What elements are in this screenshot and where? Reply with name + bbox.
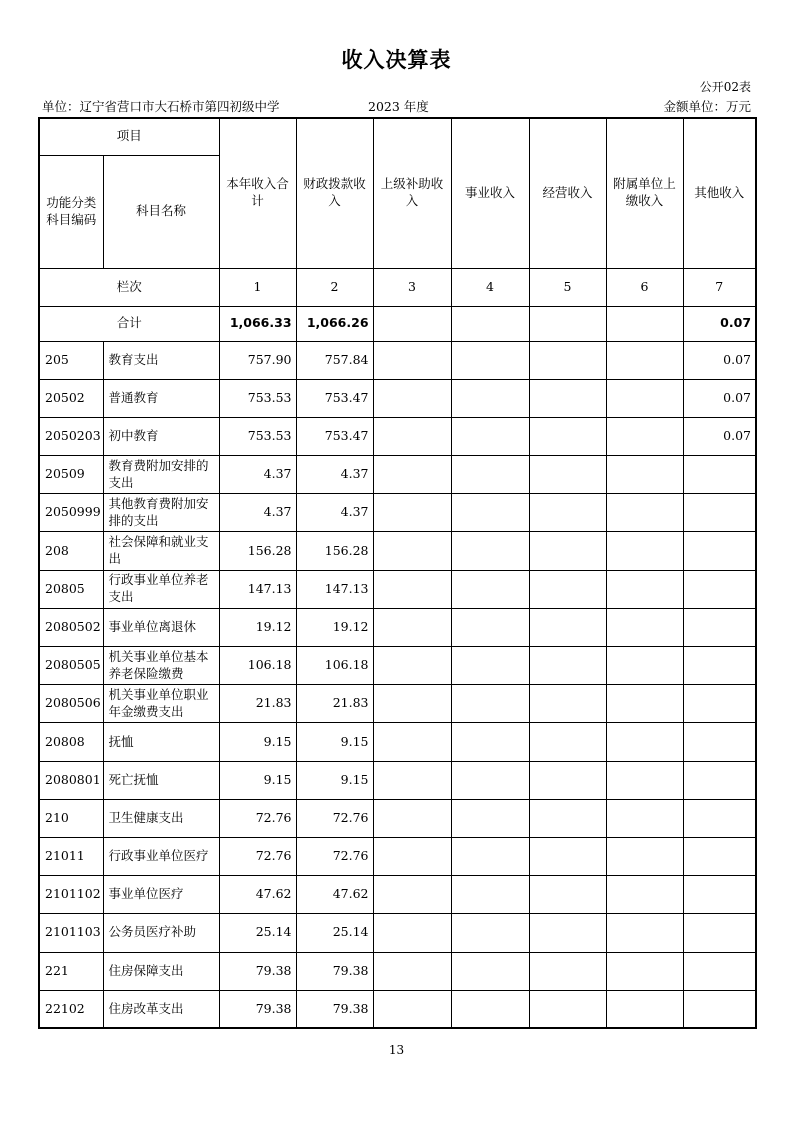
row-c2: 9.15 — [296, 723, 373, 761]
header-func-code: 功能分类科目编码 — [39, 155, 103, 268]
row-c7 — [683, 608, 756, 646]
row-code: 208 — [39, 532, 103, 570]
row-c6 — [606, 837, 683, 875]
money-unit-label: 金额单位：万元 — [663, 99, 751, 114]
row-subject-name: 机关事业单位职业年金缴费支出 — [103, 685, 219, 723]
row-c3 — [373, 570, 451, 608]
row-code: 210 — [39, 799, 103, 837]
row-c7 — [683, 914, 756, 952]
income-table — [38, 117, 757, 1029]
total-c5 — [529, 306, 606, 341]
row-code: 20805 — [39, 570, 103, 608]
row-c4 — [451, 914, 529, 952]
table-row — [39, 761, 756, 799]
row-c5 — [529, 417, 606, 455]
row-code: 22102 — [39, 990, 103, 1028]
row-c1: 753.53 — [219, 417, 296, 455]
row-c6 — [606, 685, 683, 723]
row-c4 — [451, 799, 529, 837]
table-row — [39, 952, 756, 990]
row-c2: 753.47 — [296, 379, 373, 417]
row-c2: 147.13 — [296, 570, 373, 608]
row-c4 — [451, 952, 529, 990]
row-c4 — [451, 647, 529, 685]
row-c4 — [451, 532, 529, 570]
row-c7 — [683, 799, 756, 837]
row-code: 2050999 — [39, 494, 103, 532]
row-c3 — [373, 837, 451, 875]
row-c3 — [373, 723, 451, 761]
row-subject-name: 死亡抚恤 — [103, 761, 219, 799]
total-c2: 1,066.26 — [296, 306, 373, 341]
row-subject-name: 抚恤 — [103, 723, 219, 761]
row-c2: 753.47 — [296, 417, 373, 455]
header-col6: 附属单位上缴收入 — [606, 118, 683, 268]
row-c7 — [683, 685, 756, 723]
row-c3 — [373, 876, 451, 914]
row-c1: 72.76 — [219, 837, 296, 875]
row-subject-name: 事业单位医疗 — [103, 876, 219, 914]
row-c5 — [529, 379, 606, 417]
row-c3 — [373, 417, 451, 455]
row-c7 — [683, 723, 756, 761]
row-c4 — [451, 494, 529, 532]
col-number: 2 — [296, 268, 373, 306]
table-row — [39, 876, 756, 914]
row-c1: 9.15 — [219, 723, 296, 761]
row-c4 — [451, 990, 529, 1028]
table-row — [39, 341, 756, 379]
row-code: 221 — [39, 952, 103, 990]
row-c3 — [373, 647, 451, 685]
row-c4 — [451, 570, 529, 608]
unit-label: 单位：辽宁省营口市大石桥市第四初级中学 — [42, 99, 280, 114]
row-c6 — [606, 608, 683, 646]
total-c1: 1,066.33 — [219, 306, 296, 341]
row-c7 — [683, 876, 756, 914]
row-code: 2080505 — [39, 647, 103, 685]
row-c7 — [683, 837, 756, 875]
row-c7 — [683, 990, 756, 1028]
row-c2: 72.76 — [296, 837, 373, 875]
total-label: 合计 — [39, 306, 219, 341]
row-code: 2080502 — [39, 608, 103, 646]
row-subject-name: 机关事业单位基本养老保险缴费 — [103, 647, 219, 685]
row-c6 — [606, 570, 683, 608]
row-c2: 21.83 — [296, 685, 373, 723]
row-c7: 0.07 — [683, 379, 756, 417]
row-c2: 79.38 — [296, 952, 373, 990]
row-subject-name: 住房保障支出 — [103, 952, 219, 990]
row-c5 — [529, 456, 606, 494]
row-c3 — [373, 685, 451, 723]
row-c1: 19.12 — [219, 608, 296, 646]
row-c2: 4.37 — [296, 456, 373, 494]
row-code: 2101103 — [39, 914, 103, 952]
table-row — [39, 379, 756, 417]
header-col4: 事业收入 — [451, 118, 529, 268]
row-c3 — [373, 494, 451, 532]
row-c1: 4.37 — [219, 494, 296, 532]
row-c6 — [606, 379, 683, 417]
row-subject-name: 普通教育 — [103, 379, 219, 417]
row-c4 — [451, 876, 529, 914]
row-code: 21011 — [39, 837, 103, 875]
row-code: 2080801 — [39, 761, 103, 799]
row-c7 — [683, 532, 756, 570]
row-subject-name: 住房改革支出 — [103, 990, 219, 1028]
row-c2: 4.37 — [296, 494, 373, 532]
row-c4 — [451, 417, 529, 455]
total-c4 — [451, 306, 529, 341]
row-c2: 79.38 — [296, 990, 373, 1028]
row-subject-name: 教育支出 — [103, 341, 219, 379]
row-c5 — [529, 723, 606, 761]
page-number: 13 — [388, 1043, 405, 1057]
row-c5 — [529, 341, 606, 379]
row-c6 — [606, 761, 683, 799]
row-c1: 757.90 — [219, 341, 296, 379]
row-c5 — [529, 837, 606, 875]
row-c3 — [373, 761, 451, 799]
row-c1: 79.38 — [219, 990, 296, 1028]
row-subject-name: 其他教育费附加安排的支出 — [103, 494, 219, 532]
table-row — [39, 532, 756, 570]
row-c5 — [529, 608, 606, 646]
row-c1: 72.76 — [219, 799, 296, 837]
col-number: 6 — [606, 268, 683, 306]
row-c6 — [606, 876, 683, 914]
row-c1: 79.38 — [219, 952, 296, 990]
row-c3 — [373, 990, 451, 1028]
row-c1: 147.13 — [219, 570, 296, 608]
row-c3 — [373, 379, 451, 417]
row-c5 — [529, 990, 606, 1028]
header-lanci: 栏次 — [39, 268, 219, 306]
row-c5 — [529, 799, 606, 837]
row-c5 — [529, 532, 606, 570]
total-c3 — [373, 306, 451, 341]
row-c2: 72.76 — [296, 799, 373, 837]
table-row — [39, 837, 756, 875]
row-subject-name: 行政事业单位医疗 — [103, 837, 219, 875]
row-subject-name: 卫生健康支出 — [103, 799, 219, 837]
row-c4 — [451, 723, 529, 761]
table-row — [39, 417, 756, 455]
table-row — [39, 990, 756, 1028]
col-number: 5 — [529, 268, 606, 306]
header-col7: 其他收入 — [683, 118, 756, 268]
col-number: 4 — [451, 268, 529, 306]
form-number: 公开02表 — [699, 80, 751, 94]
row-c6 — [606, 647, 683, 685]
row-c2: 106.18 — [296, 647, 373, 685]
row-c6 — [606, 990, 683, 1028]
row-c3 — [373, 799, 451, 837]
row-c6 — [606, 914, 683, 952]
row-subject-name: 社会保障和就业支出 — [103, 532, 219, 570]
row-code: 2101102 — [39, 876, 103, 914]
row-subject-name: 教育费附加安排的支出 — [103, 456, 219, 494]
row-c1: 106.18 — [219, 647, 296, 685]
table-row — [39, 494, 756, 532]
row-c5 — [529, 761, 606, 799]
row-c7 — [683, 570, 756, 608]
row-code: 2050203 — [39, 417, 103, 455]
row-c6 — [606, 952, 683, 990]
row-c6 — [606, 417, 683, 455]
row-code: 20502 — [39, 379, 103, 417]
col-number: 3 — [373, 268, 451, 306]
row-c4 — [451, 761, 529, 799]
row-c7 — [683, 952, 756, 990]
row-c2: 47.62 — [296, 876, 373, 914]
row-c4 — [451, 685, 529, 723]
row-c7: 0.07 — [683, 341, 756, 379]
row-code: 205 — [39, 341, 103, 379]
row-c1: 47.62 — [219, 876, 296, 914]
header-col1: 本年收入合计 — [219, 118, 296, 268]
row-c3 — [373, 532, 451, 570]
row-c3 — [373, 608, 451, 646]
row-c6 — [606, 799, 683, 837]
page-title: 收入决算表 — [341, 48, 452, 72]
row-c4 — [451, 456, 529, 494]
year-label: 2023 年度 — [368, 99, 429, 114]
row-c1: 9.15 — [219, 761, 296, 799]
header-col3: 上级补助收入 — [373, 118, 451, 268]
row-subject-name: 事业单位离退休 — [103, 608, 219, 646]
row-c2: 19.12 — [296, 608, 373, 646]
table-row — [39, 685, 756, 723]
header-project: 项目 — [39, 118, 219, 155]
table-row — [39, 608, 756, 646]
row-c7 — [683, 647, 756, 685]
row-c4 — [451, 608, 529, 646]
row-c1: 4.37 — [219, 456, 296, 494]
row-c1: 21.83 — [219, 685, 296, 723]
row-c3 — [373, 914, 451, 952]
col-number: 7 — [683, 268, 756, 306]
row-subject-name: 公务员医疗补助 — [103, 914, 219, 952]
header-col2: 财政拨款收入 — [296, 118, 373, 268]
row-c5 — [529, 494, 606, 532]
table-row — [39, 723, 756, 761]
row-c4 — [451, 379, 529, 417]
row-c3 — [373, 952, 451, 990]
row-c5 — [529, 647, 606, 685]
row-c6 — [606, 341, 683, 379]
row-c2: 25.14 — [296, 914, 373, 952]
table-row — [39, 799, 756, 837]
row-c7: 0.07 — [683, 417, 756, 455]
col-number: 1 — [219, 268, 296, 306]
row-c2: 9.15 — [296, 761, 373, 799]
table-row — [39, 647, 756, 685]
row-c3 — [373, 456, 451, 494]
row-c6 — [606, 723, 683, 761]
row-code: 20808 — [39, 723, 103, 761]
row-c5 — [529, 952, 606, 990]
row-c6 — [606, 456, 683, 494]
total-c7: 0.07 — [683, 306, 756, 341]
table-row — [39, 570, 756, 608]
row-c7 — [683, 494, 756, 532]
row-c1: 25.14 — [219, 914, 296, 952]
row-c1: 156.28 — [219, 532, 296, 570]
header-subject-name: 科目名称 — [103, 155, 219, 268]
total-c6 — [606, 306, 683, 341]
row-c2: 156.28 — [296, 532, 373, 570]
row-c6 — [606, 532, 683, 570]
row-c3 — [373, 341, 451, 379]
row-c5 — [529, 570, 606, 608]
row-c5 — [529, 914, 606, 952]
row-code: 2080506 — [39, 685, 103, 723]
header-col5: 经营收入 — [529, 118, 606, 268]
row-c5 — [529, 685, 606, 723]
row-c1: 753.53 — [219, 379, 296, 417]
row-c2: 757.84 — [296, 341, 373, 379]
row-c5 — [529, 876, 606, 914]
row-c7 — [683, 456, 756, 494]
row-subject-name: 初中教育 — [103, 417, 219, 455]
row-c6 — [606, 494, 683, 532]
row-code: 20509 — [39, 456, 103, 494]
row-c4 — [451, 837, 529, 875]
table-row — [39, 914, 756, 952]
row-c7 — [683, 761, 756, 799]
row-subject-name: 行政事业单位养老支出 — [103, 570, 219, 608]
row-c4 — [451, 341, 529, 379]
table-row — [39, 456, 756, 494]
